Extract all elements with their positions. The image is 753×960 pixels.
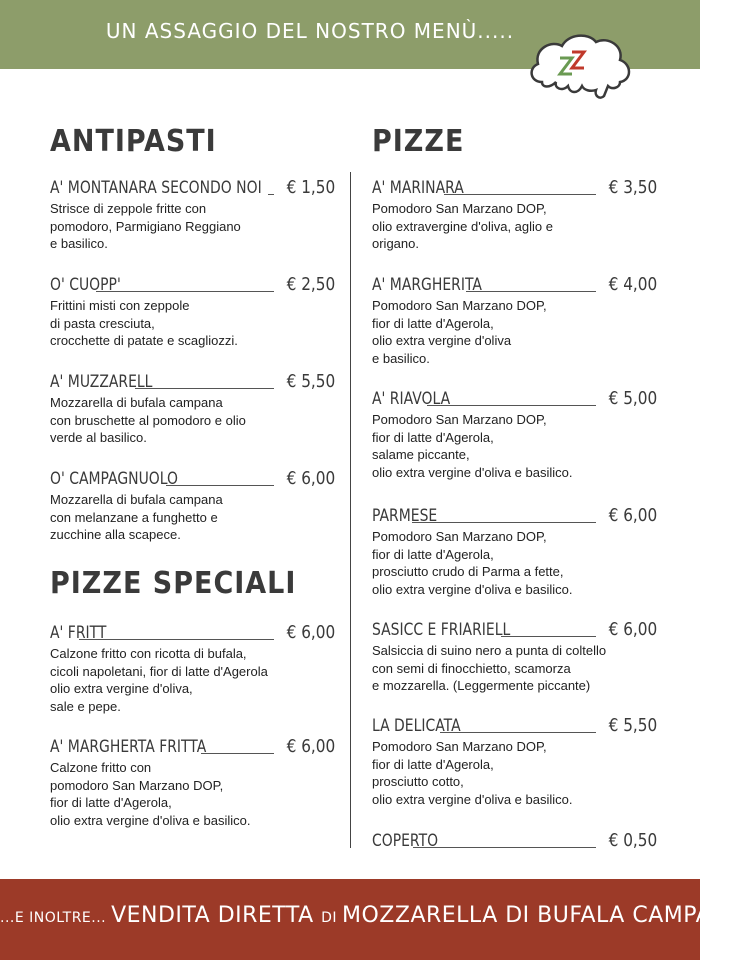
menu-item-name: A' RIAVOLA [372, 389, 451, 409]
menu-item-name: PARMESE [372, 506, 438, 526]
leader-line [135, 387, 274, 389]
menu-item [50, 463, 335, 544]
menu-item-price: € 6,00 [286, 622, 335, 643]
leader-line [440, 731, 596, 733]
leader-line [413, 846, 596, 848]
menu-item-description: Strisce di zeppole fritte con pomodoro, Parmigiano Reggiano e basilico. [50, 201, 241, 251]
menu-item [50, 731, 335, 829]
menu-item [372, 825, 657, 851]
menu-item-description: Frittini misti con zeppole di pasta cresciuta, crocchette di patate e scagliozzi. [50, 298, 238, 348]
menu-item-name: A' FRITT [50, 623, 107, 643]
menu-item-price: € 6,00 [286, 468, 335, 489]
menu-item-name: O' CAMPAGNUOLO [50, 469, 178, 489]
menu-item-name: SASICC E FRIARIELL [372, 620, 511, 640]
leader-line [501, 635, 596, 637]
menu-item [372, 614, 657, 695]
leader-line [201, 752, 274, 754]
menu-item [372, 500, 657, 598]
menu-item-name: A' MONTANARA SECONDO NOI [50, 178, 262, 198]
leader-line [412, 521, 596, 523]
menu-item [50, 269, 335, 350]
menu-item-price: € 6,00 [608, 505, 657, 526]
menu-item-description: Salsiccia di suino nero a punta di coltello con semi di finocchietto, scamorza e mozzarella. (Leggermente piccante) [372, 643, 607, 693]
menu-item-description: Pomodoro San Marzano DOP, olio extravergine d'oliva, aglio e origano. [372, 201, 553, 251]
menu-item-price: € 2,50 [286, 274, 335, 295]
menu-item [372, 710, 657, 808]
menu-item-description: Calzone fritto con ricotta di bufala, cicoli napoletani, fior di latte d'Agerola olio extra vergine d'oliva, sale e pepe. [50, 646, 268, 714]
menu-item-price: € 1,50 [286, 177, 335, 198]
menu-item-price: € 6,00 [608, 619, 657, 640]
menu-item-name: A' MARGHERTA FRITTA [50, 737, 207, 757]
menu-item-name: O' CUOPP' [50, 275, 121, 295]
menu-item-name: A' MUZZARELL [50, 372, 153, 392]
menu-item [50, 172, 335, 253]
leader-line [96, 290, 273, 292]
menu-item [50, 366, 335, 447]
menu-item-price: € 0,50 [608, 830, 657, 851]
column-divider [350, 172, 351, 848]
footer-text-part: DI [321, 910, 342, 926]
menu-item-price: € 5,50 [608, 715, 657, 736]
menu-item-name: A' MARINARA [372, 178, 464, 198]
pizze-speciali-title: PIZZE SPECIALI [50, 566, 297, 601]
leader-line [427, 404, 595, 406]
menu-item [372, 383, 657, 481]
menu-item-name: LA DELICATA [372, 716, 461, 736]
menu-item-price: € 6,00 [286, 736, 335, 757]
logo-icon [520, 30, 638, 110]
menu-item-description: Pomodoro San Marzano DOP, fior di latte d'Agerola, prosciutto cotto, olio extra vergine d'oliva e basilico. [372, 739, 573, 807]
menu-item-price: € 5,50 [286, 371, 335, 392]
footer-text-part: ...E INOLTRE... [0, 910, 112, 926]
footer-text [0, 903, 753, 928]
menu-item-description: Pomodoro San Marzano DOP, fior di latte d'Agerola, salame piccante, olio extra vergine d'oliva e basilico. [372, 412, 573, 480]
menu-item-name: COPERTO [372, 831, 439, 851]
leader-line [444, 193, 596, 195]
leader-line [166, 484, 274, 486]
menu-item-description: Pomodoro San Marzano DOP, fior di latte d'Agerola, olio extra vergine d'oliva e basilico. [372, 298, 547, 366]
menu-item-description: Pomodoro San Marzano DOP, fior di latte d'Agerola, prosciutto crudo di Parma a fette, olio extra vergine d'oliva e basilico. [372, 529, 573, 597]
menu-item [372, 172, 657, 253]
menu-item [372, 269, 657, 367]
menu-item-price: € 3,50 [608, 177, 657, 198]
header-title: UN ASSAGGIO DEL NOSTRO MENÙ..... [105, 19, 515, 43]
footer-text-part: MOZZARELLA DI BUFALA CAMPANA! [342, 903, 753, 928]
menu-item-price: € 5,00 [608, 388, 657, 409]
menu-item-price: € 4,00 [608, 274, 657, 295]
antipasti-title: ANTIPASTI [50, 124, 217, 159]
menu-item-description: Mozzarella di bufala campana con melanzane a funghetto e zucchine alla scapece. [50, 492, 223, 542]
menu-item-description: Calzone fritto con pomodoro San Marzano DOP, fior di latte d'Agerola, olio extra vergine d'oliva e basilico. [50, 760, 251, 828]
menu-item-description: Mozzarella di bufala campana con bruschette al pomodoro e olio verde al basilico. [50, 395, 246, 445]
leader-line [79, 638, 274, 640]
menu-item [50, 617, 335, 715]
pizze-title: PIZZE [372, 124, 465, 159]
leader-line [466, 290, 596, 292]
menu-item-name: A' MARGHERITA [372, 275, 482, 295]
footer-text-part: VENDITA DIRETTA [111, 903, 322, 928]
leader-line [268, 193, 273, 195]
